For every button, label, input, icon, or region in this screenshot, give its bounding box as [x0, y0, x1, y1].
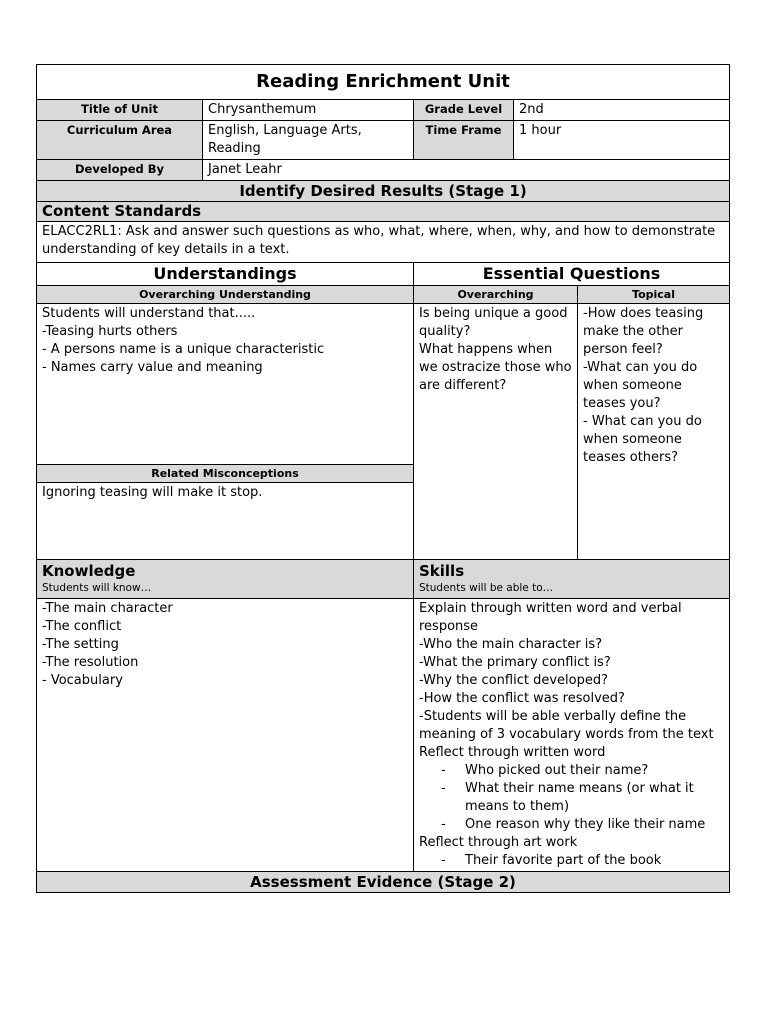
title-of-unit-value: Chrysanthemum: [203, 100, 414, 121]
skills-header: [414, 560, 730, 599]
art-reflection-list: [419, 852, 724, 870]
developed-by-value: Janet Leahr: [203, 160, 730, 181]
developed-by-label: Developed By: [37, 160, 203, 181]
stage1-heading: Identify Desired Results (Stage 1): [37, 181, 730, 202]
knowledge-line: - Vocabulary: [42, 673, 123, 688]
understanding-line: Students will understand that.....: [42, 306, 256, 321]
eq-overarching-line: What happens when we ostracize those who are different?: [419, 342, 572, 393]
eq-overarching-line: Is being unique a good quality?: [419, 306, 568, 339]
document-title: Reading Enrichment Unit: [37, 65, 730, 100]
skills-line: -Students will be able verbally define the meaning of 3 vocabulary words from the text: [419, 709, 714, 742]
understandings-heading: Understandings: [37, 263, 414, 286]
written-reflection-item: - What their name means (or what it means to them): [441, 780, 724, 816]
curriculum-area-value: English, Language Arts, Reading: [203, 121, 414, 160]
stage2-heading: Assessment Evidence (Stage 2): [37, 872, 730, 893]
eq-topical-line: - What can you do when someone teases others?: [583, 414, 702, 465]
knowledge-body: [37, 599, 414, 872]
written-reflection-list: [419, 762, 724, 834]
skills-body: [414, 599, 730, 872]
understandings-body: [37, 304, 414, 465]
misconceptions-text: Ignoring teasing will make it stop.: [37, 483, 414, 560]
eq-topical-body: [578, 304, 730, 560]
skills-subtitle: Students will be able to…: [419, 582, 554, 594]
content-standards-text: ELACC2RL1: Ask and answer such questions as who, what, where, when, why, and how to demonstrate understanding of key details in a text.: [37, 222, 730, 263]
knowledge-line: -The resolution: [42, 655, 139, 670]
title-of-unit-label: Title of Unit: [37, 100, 203, 121]
time-frame-label: Time Frame: [414, 121, 514, 160]
written-reflection-item: - One reason why they like their name: [441, 816, 724, 834]
art-reflection-heading: Reflect through art work: [419, 835, 578, 850]
overarching-understanding-label: Overarching Understanding: [37, 286, 414, 304]
skills-line: -Why the conflict developed?: [419, 673, 608, 688]
misconceptions-label: Related Misconceptions: [37, 465, 414, 483]
curriculum-area-label: Curriculum Area: [37, 121, 203, 160]
eq-topical-line: -How does teasing make the other person feel?: [583, 306, 704, 357]
knowledge-line: -The conflict: [42, 619, 122, 634]
skills-line: Reflect through written word: [419, 745, 606, 760]
skills-heading: Skills: [419, 562, 465, 580]
knowledge-subtitle: Students will know…: [42, 582, 152, 594]
knowledge-line: -The setting: [42, 637, 119, 652]
understanding-line: - A persons name is a unique characteristic: [42, 342, 325, 357]
skills-line: -What the primary conflict is?: [419, 655, 611, 670]
time-frame-value: 1 hour: [514, 121, 730, 160]
written-reflection-item: - Who picked out their name?: [441, 762, 724, 780]
eq-overarching-label: Overarching: [414, 286, 578, 304]
eq-topical-line: -What can you do when someone teases you?: [583, 360, 698, 411]
knowledge-header: [37, 560, 414, 599]
eq-overarching-body: [414, 304, 578, 560]
knowledge-heading: Knowledge: [42, 562, 136, 580]
art-reflection-item: - Their favorite part of the book: [441, 852, 724, 870]
skills-line: -How the conflict was resolved?: [419, 691, 625, 706]
eq-topical-label: Topical: [578, 286, 730, 304]
grade-level-value: 2nd: [514, 100, 730, 121]
content-standards-heading: Content Standards: [37, 202, 730, 222]
skills-line: -Who the main character is?: [419, 637, 603, 652]
skills-line: Explain through written word and verbal response: [419, 601, 682, 634]
grade-level-label: Grade Level: [414, 100, 514, 121]
knowledge-line: -The main character: [42, 601, 173, 616]
understanding-line: -Teasing hurts others: [42, 324, 178, 339]
essential-questions-heading: Essential Questions: [414, 263, 730, 286]
unit-plan-table: [36, 64, 730, 893]
understanding-line: - Names carry value and meaning: [42, 360, 263, 375]
